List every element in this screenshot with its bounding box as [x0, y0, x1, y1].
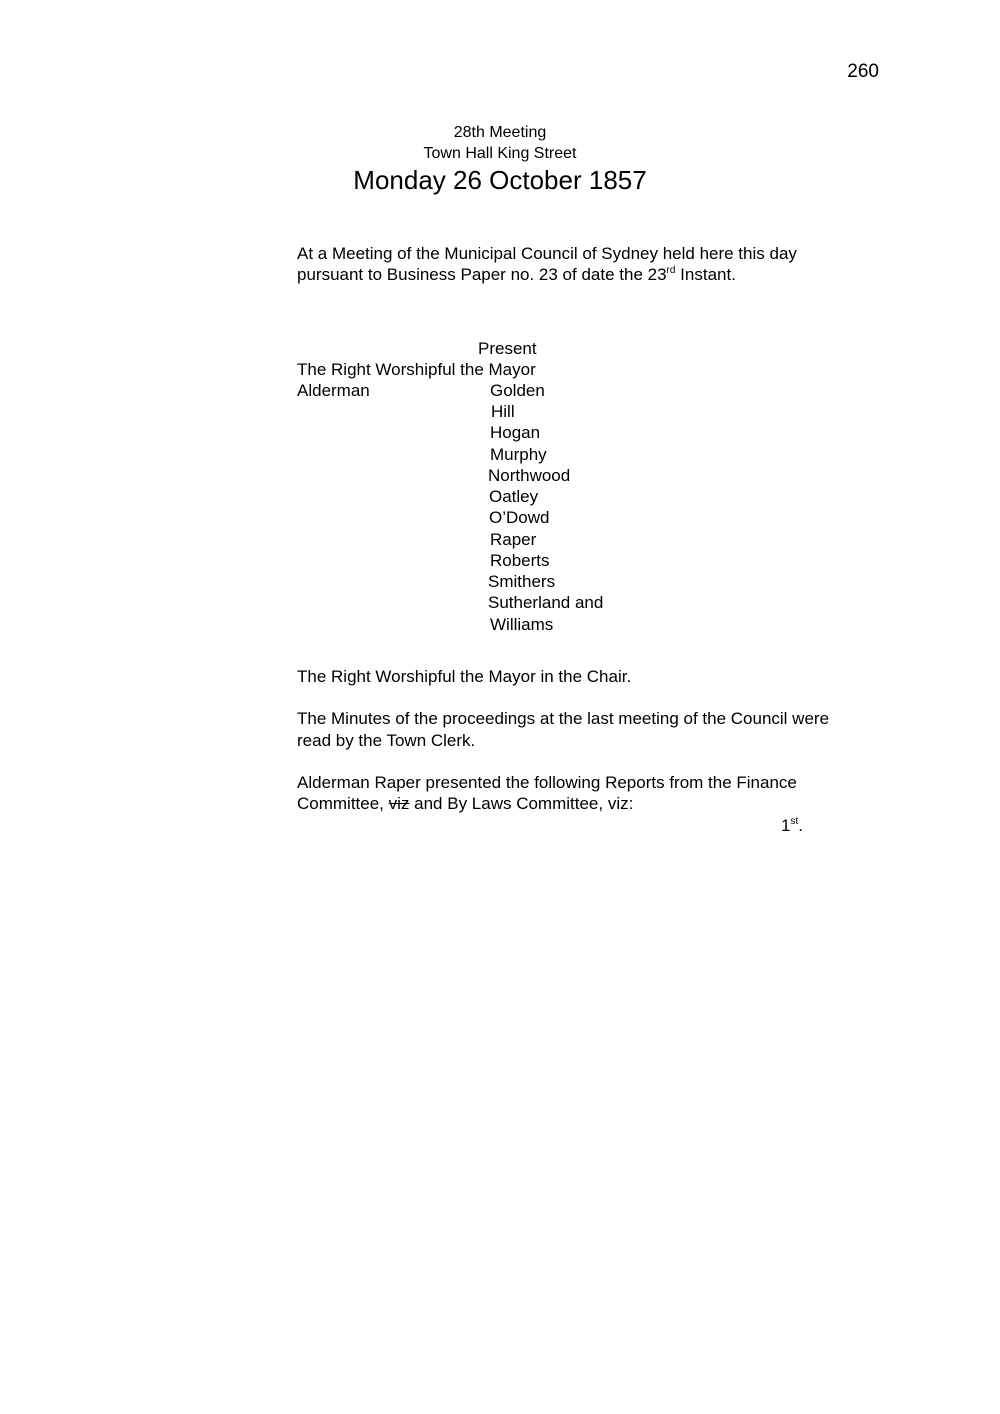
- present-heading: Present: [478, 339, 537, 358]
- alderman-name: Sutherland and: [488, 593, 604, 612]
- alderman-name: Raper: [490, 530, 537, 549]
- alderman-name: Roberts: [490, 551, 550, 570]
- meeting-number: 28th Meeting: [453, 124, 547, 141]
- alderman-name: Northwood: [488, 466, 571, 485]
- alderman-name: O’Dowd: [489, 508, 550, 527]
- reports-line-2: Committee, viz and By Laws Committee, viz:: [297, 794, 634, 813]
- intro-line-1: At a Meeting of the Municipal Council of Sydney held here this day: [297, 244, 797, 263]
- alderman-label: Alderman: [297, 381, 370, 400]
- minutes-line-1: The Minutes of the proceedings at the last meeting of the Council were: [297, 709, 830, 728]
- alderman-name: Golden: [490, 381, 545, 400]
- intro-line-2: pursuant to Business Paper no. 23 of date the 23rd Instant.: [297, 265, 736, 284]
- alderman-name: Oatley: [489, 487, 539, 506]
- reports-line-1: Alderman Raper presented the following Reports from the Finance: [297, 773, 797, 792]
- alderman-name: Murphy: [490, 445, 547, 464]
- alderman-name: Williams: [490, 615, 554, 634]
- mayor-line: The Right Worshipful the Mayor: [297, 360, 536, 379]
- chair-statement: The Right Worshipful the Mayor in the Chair.: [297, 667, 632, 686]
- meeting-date: Monday 26 October 1857: [353, 165, 647, 195]
- alderman-name: Smithers: [488, 572, 556, 591]
- page-number: 260: [847, 61, 879, 82]
- meeting-location: Town Hall King Street: [423, 145, 577, 162]
- minutes-line-2: read by the Town Clerk.: [297, 731, 476, 750]
- continuation-marker: 1st.: [781, 816, 803, 835]
- alderman-name: Hogan: [490, 423, 541, 442]
- struck-text: viz: [388, 794, 410, 813]
- intro-superscript: rd: [666, 265, 676, 276]
- alderman-name: Hill: [491, 402, 515, 421]
